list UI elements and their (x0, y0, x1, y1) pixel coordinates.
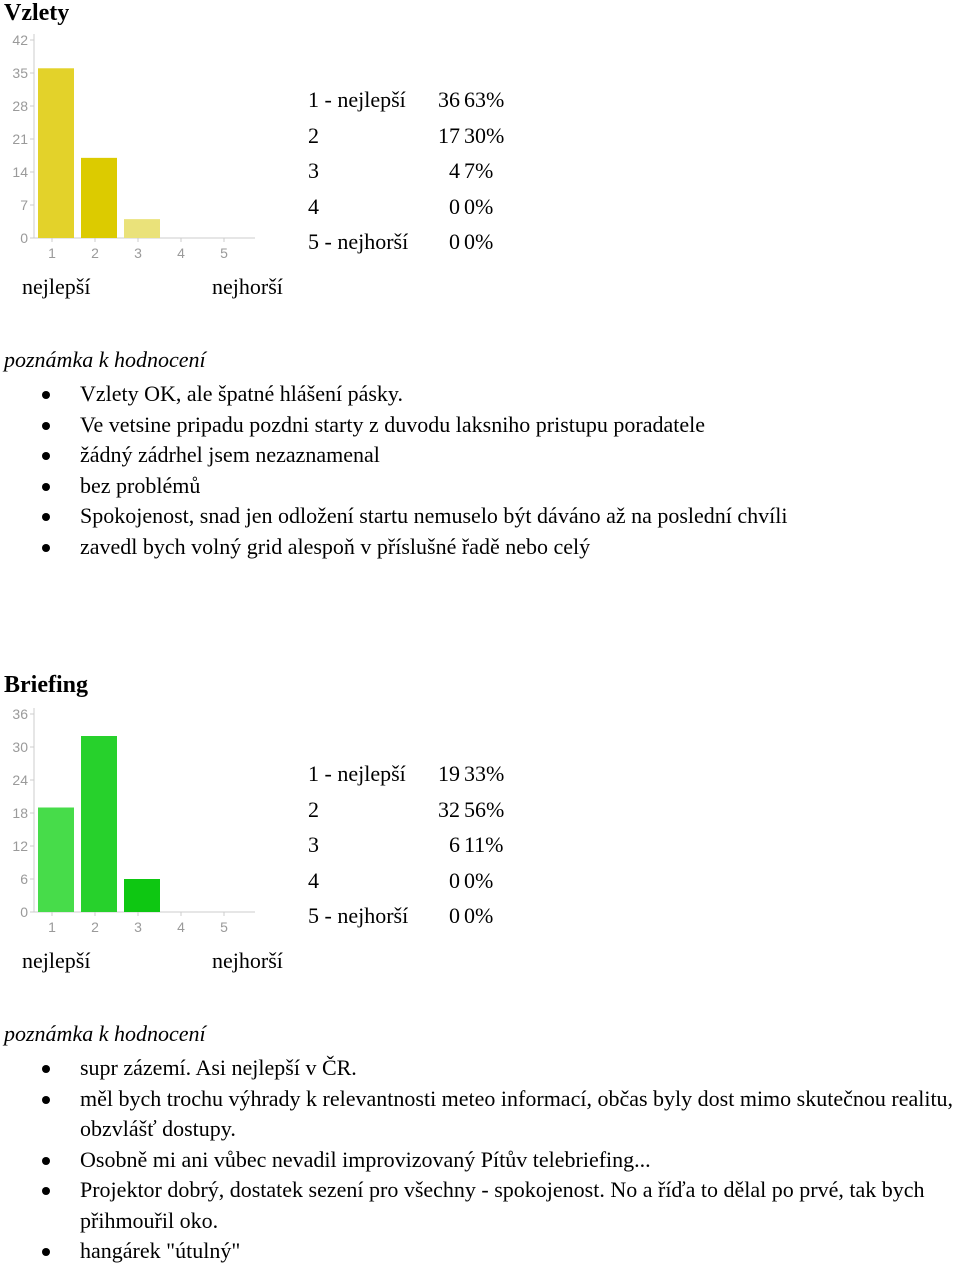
comment-text: hangárek "útulný" (80, 1238, 241, 1263)
bullet-icon (42, 1248, 50, 1256)
bar (124, 879, 160, 912)
bullet-icon (42, 1096, 50, 1104)
stats-row (308, 118, 504, 154)
list-item (0, 1145, 960, 1176)
stats-label: 5 - nejhorší (308, 229, 409, 254)
stats-percent: 0% (464, 229, 494, 254)
y-tick-label: 42 (12, 32, 28, 48)
x-tick-label: 4 (177, 919, 185, 935)
y-tick-label: 24 (12, 772, 28, 788)
y-tick-label: 7 (20, 197, 28, 213)
note-title: poznámka k hodnocení (4, 347, 206, 372)
comment-text: bez problémů (80, 472, 201, 498)
x-tick-label: 3 (134, 245, 142, 261)
bar (38, 808, 74, 913)
stats-row (308, 827, 504, 863)
stats-label: 1 - nejlepší (308, 761, 406, 786)
comment-text: Ve vetsine pripadu pozdni starty z duvodu laksniho pristupu poradatele (80, 411, 706, 437)
y-tick-label: 36 (12, 706, 28, 722)
y-tick-label: 14 (12, 164, 28, 180)
comment-text: Projektor dobrý, dostatek sezení pro všechny - spokojenost. No a říďa to dělal po prvé, tak bych přihmouřil oko. (80, 1177, 925, 1233)
stats-label: 3 (308, 158, 319, 183)
comment-text: Osobně mi ani vůbec nevadil improvizovaný Pítův telebriefing... (80, 1146, 651, 1172)
rating-bar-chart (0, 702, 260, 966)
x-tick-label: 2 (91, 245, 99, 261)
y-tick-label: 12 (12, 838, 28, 854)
stats-label: 2 (308, 122, 319, 148)
y-tick-label: 0 (20, 904, 28, 920)
x-tick-label: 4 (177, 245, 185, 261)
list-item (0, 532, 960, 563)
y-tick-label: 0 (20, 230, 28, 246)
bullet-icon (42, 1157, 50, 1165)
x-tick-label: 5 (220, 919, 228, 935)
stats-count: 0 (449, 229, 460, 254)
bullet-icon (42, 391, 50, 399)
x-tick-label: 2 (91, 919, 99, 935)
bullet-icon (42, 1187, 50, 1195)
x-tick-label: 1 (48, 919, 56, 935)
stats-label: 1 - nejlepší (308, 87, 406, 112)
section-briefing (0, 672, 960, 1264)
stats-percent: 0% (464, 903, 494, 928)
stats-row (308, 756, 504, 792)
scale-worst-label: nejhorší (212, 948, 283, 973)
stats-row (308, 82, 504, 118)
scale-best-label: nejlepší (22, 948, 91, 973)
rating-stats-table (308, 82, 504, 260)
stats-label: 3 (308, 832, 319, 857)
note-title: poznámka k hodnocení (4, 1021, 206, 1046)
stats-row (308, 898, 504, 934)
stats-percent: 56% (464, 796, 505, 822)
stats-label: 4 (308, 193, 319, 219)
comment-text: supr zázemí. Asi nejlepší v ČR. (80, 1055, 357, 1080)
bar (81, 158, 117, 238)
stats-row (308, 224, 504, 260)
stats-percent: 7% (464, 158, 494, 183)
list-item (0, 471, 960, 502)
bar (124, 219, 160, 238)
section-vzlety (0, 0, 960, 600)
stats-count: 19 (438, 761, 460, 786)
stats-count: 0 (449, 867, 460, 893)
stats-percent: 0% (464, 867, 494, 893)
x-tick-label: 5 (220, 245, 228, 261)
comment-text: Spokojenost, snad jen odložení startu nemuselo být dáváno až na poslední chvíli (80, 503, 788, 528)
stats-row (308, 189, 504, 225)
list-item (0, 1236, 960, 1267)
list-item (0, 1053, 960, 1084)
stats-count: 4 (449, 158, 460, 183)
stats-count: 17 (438, 122, 460, 148)
bar (38, 68, 74, 238)
bar (81, 736, 117, 912)
y-tick-label: 28 (12, 98, 28, 114)
comment-text: Vzlety OK, ale špatné hlášení pásky. (80, 381, 403, 406)
stats-count: 36 (438, 87, 460, 112)
bullet-icon (42, 513, 50, 521)
scale-worst-label: nejhorší (212, 274, 283, 299)
stats-percent: 63% (464, 87, 505, 112)
x-tick-label: 1 (48, 245, 56, 261)
stats-count: 0 (449, 193, 460, 219)
comment-list (0, 379, 960, 562)
bullet-icon (42, 1065, 50, 1073)
section-title: Briefing (4, 672, 88, 698)
y-tick-label: 21 (12, 131, 28, 147)
stats-label: 2 (308, 796, 319, 822)
list-item (0, 1175, 960, 1236)
stats-label: 4 (308, 867, 319, 893)
stats-count: 0 (449, 903, 460, 928)
rating-bar-chart (0, 28, 260, 292)
y-tick-label: 30 (12, 739, 28, 755)
list-item (0, 440, 960, 471)
bullet-icon (42, 452, 50, 460)
stats-percent: 0% (464, 193, 494, 219)
list-item (0, 501, 960, 532)
bullet-icon (42, 544, 50, 552)
section-title: Vzlety (4, 0, 70, 26)
comment-text: měl bych trochu výhrady k relevantnosti meteo informací, občas byly dost mimo skutečnou realitu, obzvlášť dostupy. (80, 1085, 954, 1141)
stats-row (308, 863, 504, 899)
scale-best-label: nejlepší (22, 274, 91, 299)
stats-percent: 11% (464, 832, 504, 857)
x-tick-label: 3 (134, 919, 142, 935)
list-item (0, 1084, 960, 1145)
bullet-icon (42, 483, 50, 491)
bullet-icon (42, 422, 50, 430)
stats-percent: 30% (464, 122, 505, 148)
rating-stats-table (308, 756, 504, 934)
stats-row (308, 792, 504, 828)
stats-label: 5 - nejhorší (308, 903, 409, 928)
y-tick-label: 35 (12, 65, 28, 81)
comment-text: žádný zádrhel jsem nezaznamenal (80, 442, 380, 467)
comment-text: zavedl bych volný grid alespoň v příslušné řadě nebo celý (80, 533, 591, 559)
y-tick-label: 18 (12, 805, 28, 821)
stats-percent: 33% (464, 761, 505, 786)
list-item (0, 379, 960, 410)
comment-list (0, 1053, 960, 1267)
stats-row (308, 153, 504, 189)
y-tick-label: 6 (20, 871, 28, 887)
stats-count: 32 (438, 796, 460, 822)
stats-count: 6 (449, 832, 460, 857)
list-item (0, 410, 960, 441)
